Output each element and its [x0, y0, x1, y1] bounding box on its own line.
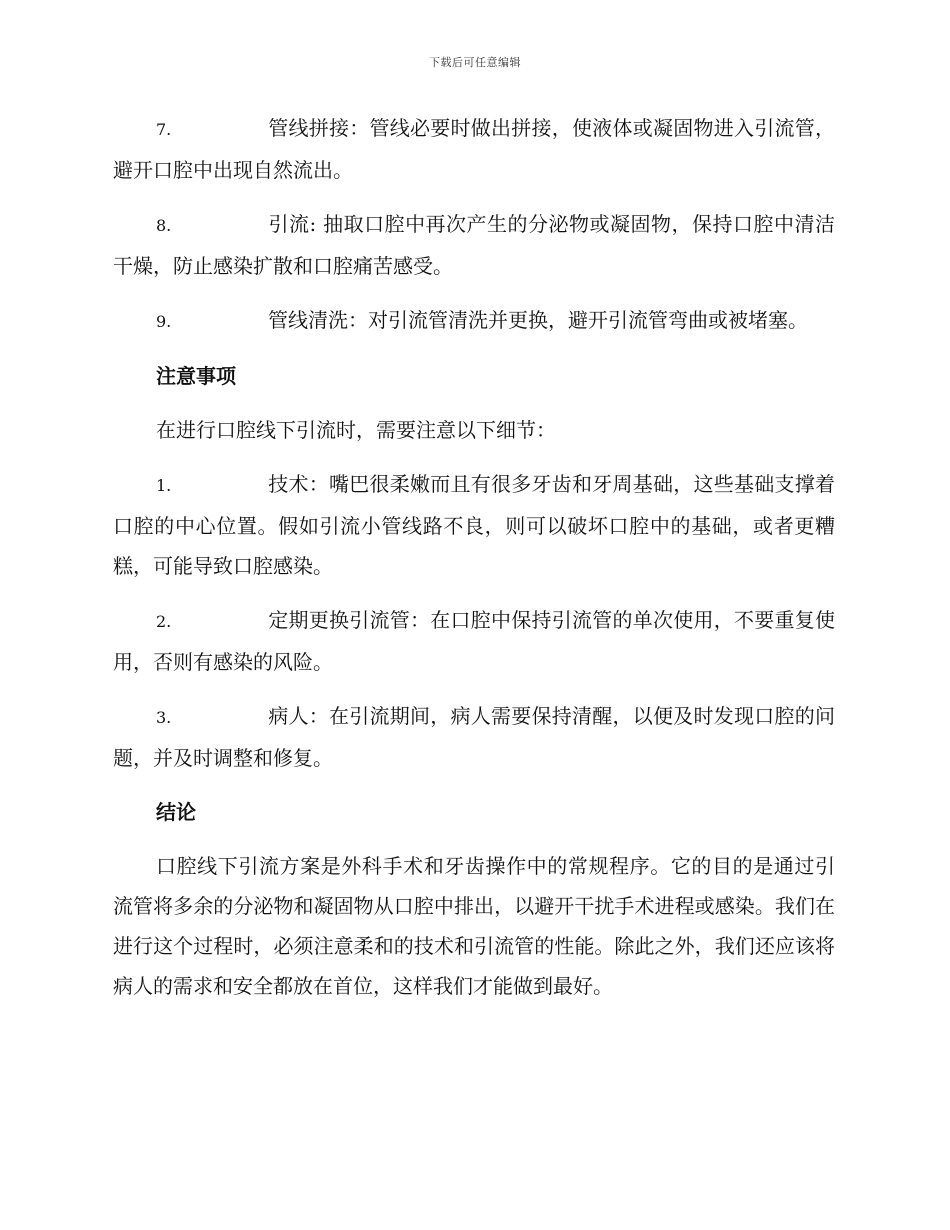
list-number: 3.: [156, 708, 172, 727]
list-item-note-3: [113, 696, 835, 778]
document-body: [113, 108, 835, 1020]
list-number: 7.: [156, 120, 172, 139]
list-number: 1.: [156, 476, 172, 495]
list-item-step-8: [113, 204, 835, 286]
list-text: 引流: 抽取口腔中再次产生的分泌物或凝固物，保持口腔中清洁干燥，防止感染扩散和口腔痛苦感受。: [113, 212, 835, 278]
section-heading-notes: 注意事项: [156, 364, 236, 388]
list-item-note-1: [113, 464, 835, 586]
list-item-note-2: [113, 600, 835, 682]
list-number: 2.: [156, 612, 172, 631]
list-text: 管线清洗：对引流管清洗并更换，避开引流管弯曲或被堵塞。: [268, 308, 808, 332]
list-text: 病人：在引流期间，病人需要保持清醒，以便及时发现口腔的问题，并及时调整和修复。: [113, 704, 835, 770]
list-item-step-7: [113, 108, 835, 190]
notes-intro: 在进行口腔线下引流时，需要注意以下细节：: [156, 418, 556, 442]
list-text: 管线拼接：管线必要时做出拼接，使液体或凝固物进入引流管，避开口腔中出现自然流出。: [113, 116, 835, 182]
section-heading-conclusion: 结论: [156, 800, 196, 824]
conclusion-text: 口腔线下引流方案是外科手术和牙齿操作中的常规程序。它的目的是通过引流管将多余的分泌物和凝固物从口腔中排出，以避开干扰手术进程或感染。我们在进行这个过程时，必须注意柔和的技术和引流管的性能。除此之外，我们还应该将病人的需求和安全都放在首位，这样我们才能做到最好。: [113, 854, 835, 998]
list-number: 8.: [156, 216, 172, 235]
list-text: 定期更换引流管：在口腔中保持引流管的单次使用，不要重复使用，否则有感染的风险。: [113, 608, 835, 674]
list-item-step-9: [113, 300, 835, 342]
list-number: 9.: [156, 312, 172, 331]
list-text: 技术：嘴巴很柔嫩而且有很多牙齿和牙周基础，这些基础支撑着口腔的中心位置。假如引流小管线路不良，则可以破坏口腔中的基础，或者更糟糕，可能导致口腔感染。: [113, 472, 835, 578]
header-note: 下载后可任意编辑: [429, 56, 521, 69]
